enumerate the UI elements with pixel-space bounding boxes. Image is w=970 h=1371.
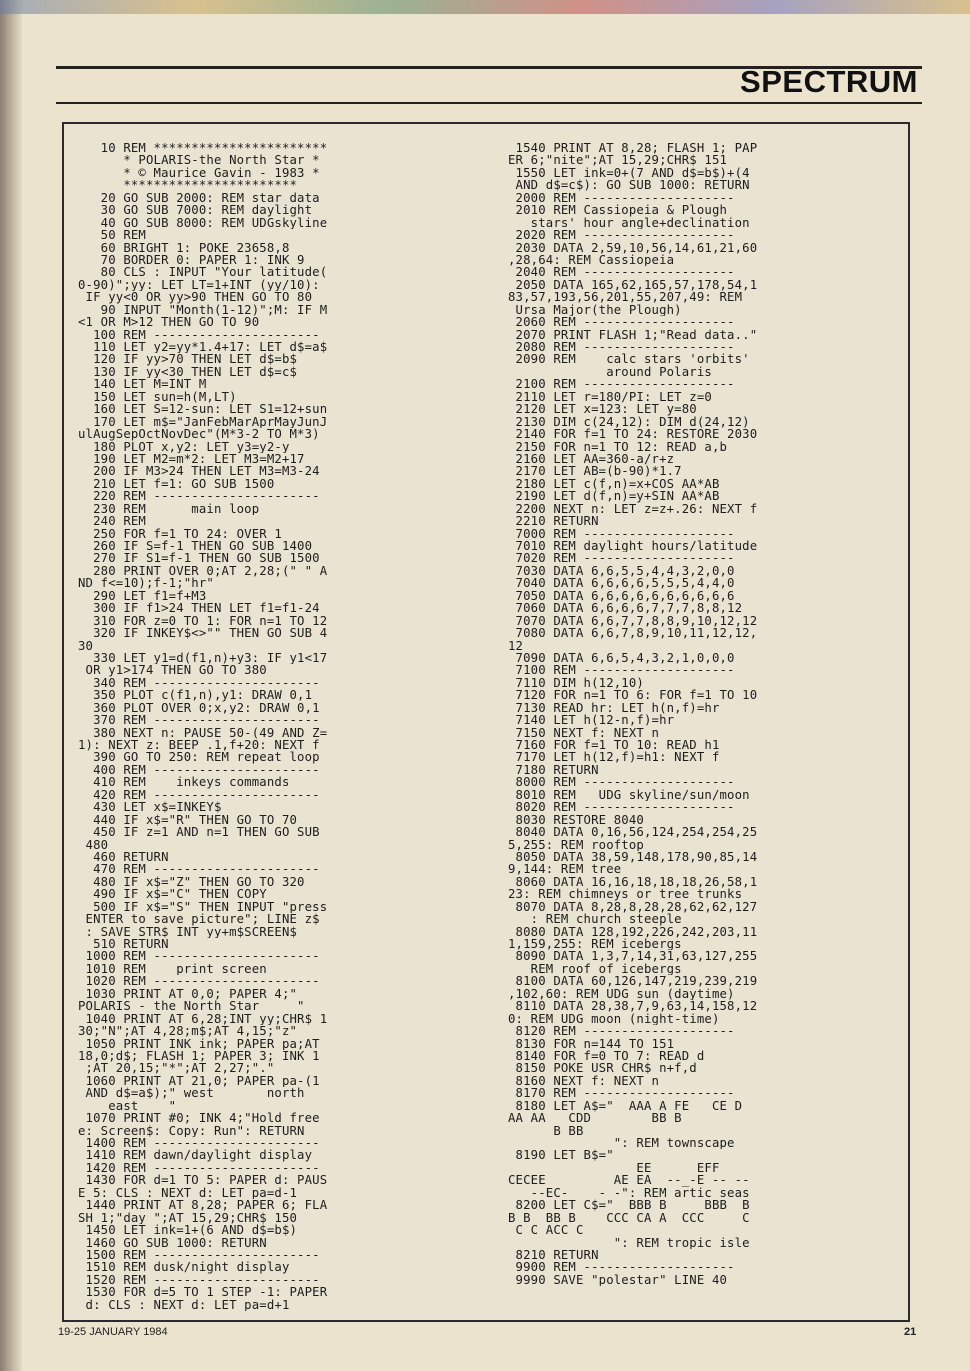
- header-rule-bottom: [56, 102, 922, 104]
- code-line: 7090 DATA 6,6,5,4,3,2,1,0,0,0: [508, 651, 735, 665]
- code-line: SH 1;"day ";AT 15,29;CHR$ 150: [78, 1211, 298, 1225]
- code-line: * © Maurice Gavin - 1983 *: [78, 166, 320, 180]
- code-line: IF yy<0 OR yy>90 THEN GO TO 80: [78, 291, 313, 304]
- code-line: ": REM tropic isle: [508, 1236, 750, 1249]
- code-line: east ": [78, 1099, 177, 1113]
- code-line: 380 NEXT n: PAUSE 50-(49 AND Z=: [78, 726, 328, 739]
- code-line: 160 LET S=12-sun: LET S1=12+sun: [78, 403, 328, 416]
- code-line: B BB: [508, 1124, 584, 1137]
- code-line: 7170 LET h(12,f)=h1: NEXT f: [508, 751, 720, 764]
- code-line: 2080 REM --------------------: [508, 341, 735, 354]
- code-line: 80 CLS : INPUT "Your latitude(: [78, 266, 328, 279]
- code-line: 390 GO TO 250: REM repeat loop: [78, 751, 320, 764]
- code-line: 410 REM inkeys commands: [78, 776, 290, 789]
- code-line: 8170 REM --------------------: [508, 1087, 735, 1100]
- code-line: 2020 REM --------------------: [508, 229, 735, 242]
- issue-date: 19-25 JANUARY 1984: [58, 1326, 168, 1338]
- listing-right-column: [508, 142, 902, 1286]
- code-line: 1500 REM ----------------------: [78, 1248, 320, 1262]
- code-line: ": REM townscape: [508, 1137, 735, 1150]
- code-line: 9990 SAVE "polestar" LINE 40: [508, 1273, 728, 1287]
- code-line: 2180 LET c(f,n)=x+COS AA*AB: [508, 477, 720, 491]
- code-line: 7010 REM daylight hours/latitude: [508, 540, 758, 553]
- code-line: 210 LET f=1: GO SUB 1500: [78, 477, 275, 491]
- code-line: 1520 REM ----------------------: [78, 1273, 320, 1287]
- code-line: 100 REM ----------------------: [78, 328, 320, 341]
- code-line: 8190 LET B$=": [508, 1149, 614, 1162]
- code-line: 2050 DATA 165,62,165,57,178,54,1: [508, 278, 758, 292]
- code-line: 350 PLOT c(f1,n),y1: DRAW 0,1: [78, 689, 313, 702]
- code-line: 400 REM ----------------------: [78, 763, 320, 777]
- code-line: 1400 REM ----------------------: [78, 1137, 320, 1150]
- code-line: 8010 REM UDG skyline/sun/moon: [508, 788, 750, 802]
- code-line: 140 LET M=INT M: [78, 378, 207, 391]
- code-line: 20 GO SUB 2000: REM star data: [78, 191, 320, 205]
- code-line: 170 LET m$="JanFebMarAprMayJunJ: [78, 415, 328, 429]
- code-line: 7180 RETURN: [508, 763, 599, 777]
- code-line: 30: [78, 639, 94, 652]
- code-line: 1550 LET ink=0+(7 AND d$=b$)+(4: [508, 166, 750, 180]
- code-line: 12: [508, 639, 524, 652]
- code-line: 430 LET x$=INKEY$: [78, 801, 222, 814]
- code-line: C C ACC C: [508, 1224, 584, 1237]
- code-line: 1070 PRINT #0; INK 4;"Hold free: [78, 1112, 320, 1125]
- section-title: SPECTRUM: [740, 64, 918, 99]
- code-line: 460 RETURN: [78, 850, 169, 864]
- code-line: ENTER to save picture"; LINE z$: [78, 913, 320, 926]
- code-line: 1420 REM ----------------------: [78, 1161, 320, 1175]
- code-line: 2150 FOR n=1 TO 12: READ a,b: [508, 440, 728, 453]
- code-line: 8000 REM --------------------: [508, 776, 735, 789]
- code-line: 1510 REM dusk/night display: [78, 1261, 290, 1274]
- code-line: 8020 REM --------------------: [508, 801, 735, 814]
- code-line: 190 LET M2=m*2: LET M3=M2+17: [78, 452, 305, 466]
- code-line: 23: REM chimneys or tree trunks: [508, 888, 743, 901]
- code-line: 8080 DATA 128,192,226,242,203,11: [508, 925, 758, 938]
- code-line: AND d$=a$);" west north: [78, 1087, 305, 1100]
- code-line: 7020 REM --------------------: [508, 552, 735, 565]
- code-line: 7150 NEXT f: NEXT n: [508, 726, 660, 739]
- code-line: 2200 NEXT n: LET z=z+.26: NEXT f: [508, 502, 758, 516]
- code-line: 420 REM ----------------------: [78, 788, 320, 802]
- code-line: 330 LET y1=d(f1,n)+y3: IF y1<17: [78, 651, 328, 665]
- code-line: Ursa Major(the Plough): [508, 303, 682, 317]
- code-line: 1): NEXT z: BEEP .1,f+20: NEXT f: [78, 739, 320, 752]
- code-line: 7060 DATA 6,6,6,6,7,7,7,8,8,12: [508, 602, 743, 615]
- code-line: AA AA CDD BB B: [508, 1112, 682, 1125]
- code-line: 1530 FOR d=5 TO 1 STEP -1: PAPER: [78, 1286, 328, 1299]
- code-line: ND f<=10);f-1;"hr": [78, 577, 214, 590]
- code-line: 230 REM main loop: [78, 502, 260, 516]
- code-line: 1060 PRINT AT 21,0; PAPER pa-(1: [78, 1074, 320, 1088]
- code-line: 1000 REM ----------------------: [78, 950, 320, 963]
- code-line: 7120 FOR n=1 TO 6: FOR f=1 TO 10: [508, 689, 758, 702]
- code-line: EE EFF: [508, 1161, 720, 1175]
- previous-page-color-strip: [0, 0, 970, 14]
- code-line: 510 RETURN: [78, 938, 169, 951]
- code-line: 300 IF f1>24 THEN LET f1=f1-24: [78, 602, 320, 615]
- code-line: 8090 DATA 1,3,7,14,31,63,127,255: [508, 950, 758, 963]
- code-line: 7050 DATA 6,6,6,6,6,6,6,6,6,6: [508, 589, 735, 603]
- code-line: 8200 LET C$=" BBB B BBB B: [508, 1199, 750, 1212]
- code-line: 370 REM ----------------------: [78, 714, 320, 727]
- code-line: 2190 LET d(f,n)=y+SIN AA*AB: [508, 490, 720, 503]
- code-line: 8060 DATA 16,16,18,18,18,26,58,1: [508, 875, 758, 889]
- code-line: 1430 FOR d=1 TO 5: PAPER d: PAUS: [78, 1174, 328, 1187]
- code-line: 1410 REM dawn/daylight display: [78, 1149, 313, 1162]
- code-line: 470 REM ----------------------: [78, 863, 320, 876]
- code-line: 2010 REM Cassiopeia & Plough: [508, 204, 728, 217]
- code-line: 8070 DATA 8,28,8,28,28,62,62,127: [508, 900, 758, 914]
- code-line: 7030 DATA 6,6,5,5,4,4,3,2,0,0: [508, 564, 735, 578]
- code-line: 70 BORDER 0: PAPER 1: INK 9: [78, 253, 305, 267]
- code-line: 1010 REM print screen: [78, 962, 267, 976]
- code-line: 2120 LET x=123: LET y=80: [508, 403, 697, 416]
- code-line: 130 IF yy<30 THEN LET d$=c$: [78, 365, 298, 379]
- code-line: 2110 LET r=180/PI: LET z=0: [508, 390, 712, 404]
- code-line: ***********************: [78, 179, 298, 192]
- code-line: stars' hour angle+declination: [508, 216, 750, 230]
- page-binding-shadow: [0, 0, 22, 1371]
- code-line: 7110 DIM h(12,10): [508, 676, 644, 690]
- code-line: 9,144: REM tree: [508, 863, 622, 876]
- code-line: POLARIS - the North Star ": [78, 1000, 305, 1013]
- code-line: 2000 REM --------------------: [508, 191, 735, 205]
- code-line: 180 PLOT x,y2: LET y3=y2-y: [78, 440, 290, 453]
- code-line: 480: [78, 838, 109, 851]
- code-line: 2030 DATA 2,59,10,56,14,61,21,60: [508, 241, 758, 254]
- code-line: ,28,64: REM Cassiopeia: [508, 253, 675, 267]
- code-line: 150 LET sun=h(M,LT): [78, 390, 237, 404]
- code-line: 8160 NEXT f: NEXT n: [508, 1074, 660, 1088]
- code-line: 2160 LET AA=360-a/r+z: [508, 452, 675, 466]
- code-line: 8140 FOR f=0 TO 7: READ d: [508, 1049, 705, 1063]
- code-line: around Polaris: [508, 365, 712, 379]
- code-line: 250 FOR f=1 TO 24: OVER 1: [78, 527, 282, 540]
- code-line: 490 IF x$="C" THEN COPY: [78, 888, 267, 901]
- code-line: 30 GO SUB 7000: REM daylight: [78, 204, 313, 217]
- code-line: 1050 PRINT INK ink; PAPER pa;AT: [78, 1037, 320, 1050]
- code-line: 7040 DATA 6,6,6,6,5,5,5,4,4,0: [508, 577, 735, 590]
- code-line: 2090 REM calc stars 'orbits': [508, 353, 750, 366]
- code-line: 1460 GO SUB 1000: RETURN: [78, 1236, 267, 1249]
- code-line: OR y1>174 THEN GO TO 380: [78, 664, 267, 677]
- code-line: 30;"N";AT 4,28;m$;AT 4,15;"z": [78, 1025, 298, 1038]
- code-line: 50 REM: [78, 229, 146, 242]
- code-line: 310 FOR z=0 TO 1: FOR n=1 TO 12: [78, 614, 328, 628]
- code-line: 440 IF x$="R" THEN GO TO 70: [78, 813, 298, 827]
- code-line: 9900 REM --------------------: [508, 1261, 735, 1274]
- code-line: 1540 PRINT AT 8,28; FLASH 1; PAP: [508, 142, 758, 155]
- code-line: 8110 DATA 28,38,7,9,63,14,158,12: [508, 1000, 758, 1013]
- code-line: 10 REM ***********************: [78, 142, 328, 155]
- code-line: : SAVE STR$ INT yy+m$SCREEN$: [78, 925, 298, 938]
- code-line: 120 IF yy>70 THEN LET d$=b$: [78, 353, 298, 366]
- code-line: 1030 PRINT AT 0,0; PAPER 4;": [78, 987, 298, 1001]
- code-line: 60 BRIGHT 1: POKE 23658,8: [78, 241, 290, 254]
- code-line: ;AT 20,15;"*";AT 2,27;".": [78, 1062, 275, 1075]
- code-line: 480 IF x$="Z" THEN GO TO 320: [78, 875, 305, 889]
- code-line: AND d$=c$): GO SUB 1000: RETURN: [508, 179, 750, 192]
- code-line: 450 IF z=1 AND n=1 THEN GO SUB: [78, 826, 320, 839]
- code-line: 1,159,255: REM icebergs: [508, 938, 682, 951]
- code-line: 290 LET f1=f+M3: [78, 589, 207, 603]
- code-line: : REM church steeple: [508, 913, 682, 926]
- code-line: 260 IF S=f-1 THEN GO SUB 1400: [78, 540, 313, 553]
- code-line: 240 REM: [78, 515, 146, 528]
- code-line: 8130 FOR n=144 TO 151: [508, 1037, 675, 1050]
- code-line: 7130 READ hr: LET h(n,f)=hr: [508, 701, 720, 715]
- code-line: 360 PLOT OVER 0;x,y2: DRAW 0,1: [78, 701, 320, 715]
- code-line: d: CLS : NEXT d: LET pa=d+1: [78, 1298, 290, 1312]
- code-line: 500 IF x$="S" THEN INPUT "press: [78, 900, 328, 914]
- code-line: 7140 LET h(12-n,f)=hr: [508, 714, 675, 727]
- code-line: 8180 LET A$=" AAA A FE CE D: [508, 1099, 743, 1113]
- code-line: 340 REM ----------------------: [78, 676, 320, 690]
- code-line: B B BB B CCC CA A CCC C: [508, 1211, 750, 1225]
- code-line: 1040 PRINT AT 6,28;INT yy;CHR$ 1: [78, 1012, 328, 1026]
- code-line: 270 IF S1=f-1 THEN GO SUB 1500: [78, 552, 320, 565]
- code-line: 7100 REM --------------------: [508, 664, 735, 677]
- code-line: 2170 LET AB=(b-90)*1.7: [508, 465, 682, 478]
- code-line: ulAugSepOctNovDec"(M*3-2 TO M*3): [78, 428, 320, 441]
- code-line: 7160 FOR f=1 TO 10: READ h1: [508, 739, 720, 752]
- code-line: 8210 RETURN: [508, 1248, 599, 1262]
- code-line: 2070 PRINT FLASH 1;"Read data..": [508, 328, 758, 341]
- code-line: REM roof of icebergs: [508, 962, 682, 976]
- code-line: 18,0;d$; FLASH 1; PAPER 3; INK 1: [78, 1049, 320, 1063]
- code-line: 2040 REM --------------------: [508, 266, 735, 279]
- code-line: 7080 DATA 6,6,7,8,9,10,11,12,12,: [508, 627, 758, 640]
- code-line: 220 REM ----------------------: [78, 490, 320, 503]
- code-line: 2140 FOR f=1 TO 24: RESTORE 2030: [508, 428, 758, 441]
- page-number: 21: [904, 1326, 917, 1338]
- code-line: 1020 REM ----------------------: [78, 975, 320, 988]
- code-line: ER 6;"nite";AT 15,29;CHR$ 151: [508, 154, 728, 167]
- code-line: 40 GO SUB 8000: REM UDGskyline: [78, 216, 328, 230]
- code-line: 8150 POKE USR CHR$ n+f,d: [508, 1062, 697, 1075]
- code-line: 110 LET y2=yy*1.4+17: LET d$=a$: [78, 341, 328, 354]
- code-line: 1440 PRINT AT 8,28; PAPER 6; FLA: [78, 1199, 328, 1212]
- program-listing-box: [62, 122, 910, 1322]
- code-line: E 5: CLS : NEXT d: LET pa=d-1: [78, 1186, 298, 1200]
- code-line: 1450 LET ink=1+(6 AND d$=b$): [78, 1224, 298, 1237]
- code-line: * POLARIS-the North Star *: [78, 154, 320, 167]
- code-line: 8050 DATA 38,59,148,178,90,85,14: [508, 850, 758, 864]
- code-line: 8040 DATA 0,16,56,124,254,254,25: [508, 826, 758, 839]
- code-line: 2060 REM --------------------: [508, 316, 735, 329]
- code-line: 320 IF INKEY$<>"" THEN GO SUB 4: [78, 627, 328, 640]
- code-line: 2130 DIM c(24,12): DIM d(24,12): [508, 415, 750, 429]
- code-line: 0: REM UDG moon (night-time): [508, 1012, 720, 1026]
- code-line: ,102,60: REM UDG sun (daytime): [508, 987, 735, 1001]
- code-line: 2210 RETURN: [508, 515, 599, 528]
- code-line: e: Screen$: Copy: Run": RETURN: [78, 1124, 305, 1137]
- listing-left-column: [78, 142, 488, 1311]
- code-line: <1 OR M>12 THEN GO TO 90: [78, 316, 260, 329]
- code-line: 0-90)";yy: LET LT=1+INT (yy/10):: [78, 278, 320, 292]
- code-line: 2100 REM --------------------: [508, 378, 735, 391]
- code-line: 7070 DATA 6,6,7,7,8,8,9,10,12,12: [508, 614, 758, 628]
- code-line: 7000 REM --------------------: [508, 527, 735, 540]
- code-line: 8030 RESTORE 8040: [508, 813, 644, 827]
- code-line: 8120 REM --------------------: [508, 1025, 735, 1038]
- code-line: 90 INPUT "Month(1-12)";M: IF M: [78, 303, 328, 317]
- code-line: 8100 DATA 60,126,147,219,239,219: [508, 975, 758, 988]
- code-line: 280 PRINT OVER 0;AT 2,28;(" " A: [78, 564, 328, 578]
- code-line: 5,255: REM rooftop: [508, 838, 644, 851]
- code-line: 83,57,193,56,201,55,207,49: REM: [508, 291, 743, 304]
- code-line: --EC-___ - -": REM artic seas: [508, 1186, 750, 1200]
- code-line: 200 IF M3>24 THEN LET M3=M3-24: [78, 465, 320, 478]
- code-line: CECEE AE EA --_-E -- --: [508, 1174, 750, 1187]
